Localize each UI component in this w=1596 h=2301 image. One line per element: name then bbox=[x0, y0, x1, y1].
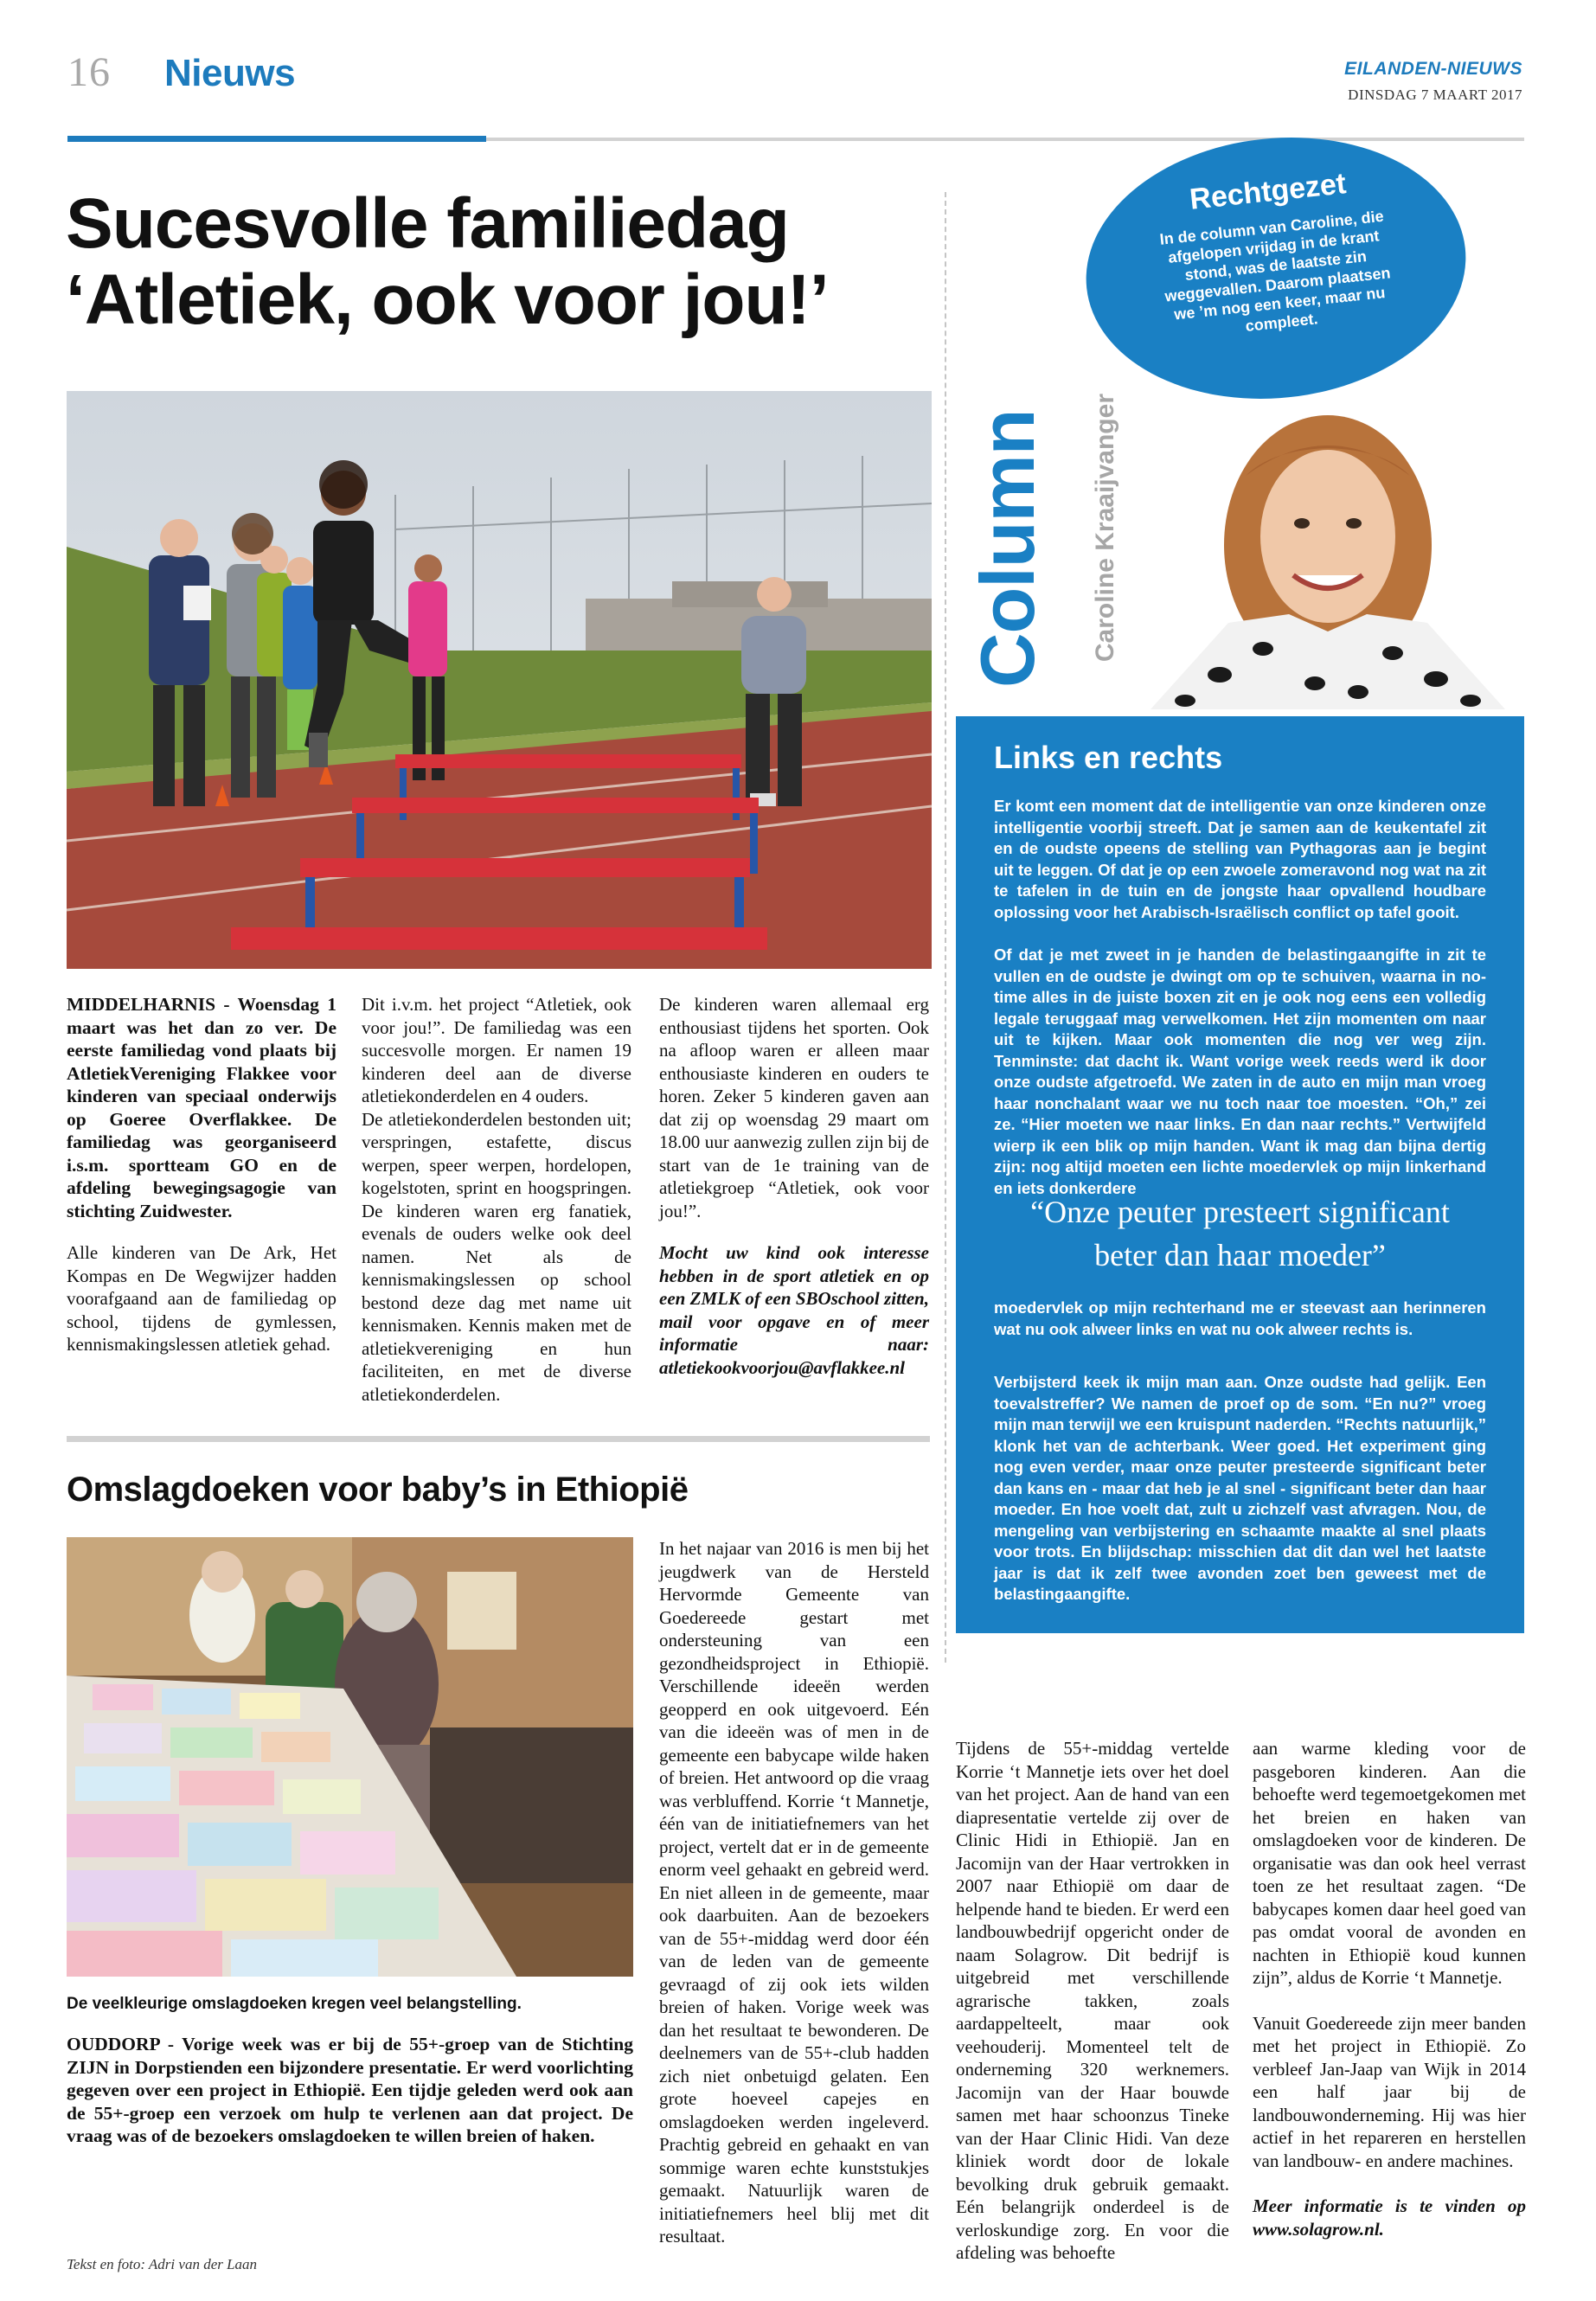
column-paragraph3: moedervlek op mijn rechterhand me er steevast aan herinneren wat nu ook alweer links en wat nu ook alweer rechts is. bbox=[994, 1298, 1486, 1338]
article1-headline bbox=[66, 186, 829, 338]
blankets-photo-illustration bbox=[67, 1537, 633, 1977]
article1-col1-paragraph: Alle kinderen van De Ark, Het Kompas en De Wegwijzer hadden voorafgaand aan de familiedag op school, tijdens de gymlessen, kennismakingslessen atletiek gehad. bbox=[67, 1242, 337, 1355]
header-rule-grey bbox=[486, 138, 1524, 141]
header-rule-blue bbox=[67, 136, 486, 142]
column-author: Caroline Kraaijvanger bbox=[1091, 394, 1119, 663]
article1-headline-line1: Sucesvolle familiedag bbox=[66, 184, 789, 263]
article2-col-right2 bbox=[1253, 1737, 1526, 2240]
column-pull-quote bbox=[973, 1190, 1507, 1277]
section-title: Nieuws bbox=[164, 52, 296, 94]
column-author-photo bbox=[1125, 407, 1522, 709]
column-paragraph4: Verbijsterd keek ik mijn man aan. Onze oudste had gelijk. Een toevalstreffer? We namen de proef op de som. “En nu?” vroeg mijn man terwijl we een kruispunt naderden. “Rechts natuurlijk,” klonk het van de achterbank. Weer goed. Het experiment ging nog even verder, maar onze peuter presteerde significant beter dan kans en - maar dat heb je al snel - significant beter dan haar moeder. En hoe voelt dat, zult u zichzelf vast afvragen. Nou, de mengeling van verbijstering en schaamte maakte al snel plaats voor trots. En blijdschap: misschien dat dit dan wel het laatste jaar is dat ik zelf twee avonden zoet ben geweest met de belastingaangifte. bbox=[994, 1373, 1486, 1603]
pull-quote-line1: “Onze peuter presteert significant bbox=[1030, 1195, 1450, 1229]
hurdles-photo-illustration bbox=[67, 391, 932, 969]
article1-contact-info: Mocht uw kind ook interesse hebben in de sport atletiek en op een ZMLK of een SBOschool zitten, mail voor opgave en of meer informatie naar: atletiekookvoorjou@avflakkee.nl bbox=[659, 1242, 929, 1378]
article2-lead: OUDDORP - Vorige week was er bij de 55+-groep van de Stichting ZIJN in Dorpstienden een bijzondere presentatie. Er werd voorlichting gegeven over een project in Ethiopië. Een tijdje geleden werd ook aan de 55+-groep een verzoek om hulp te verlenen aan dat project. De vraag was of de bezoekers omslagdoeken te willen breien of haken. bbox=[67, 2034, 633, 2146]
article1-headline-line2: ‘Atletiek, ook voor jou!’ bbox=[66, 260, 829, 339]
column-box bbox=[956, 716, 1524, 1633]
column-paragraph1: Er komt een moment dat de intelligentie van onze kinderen onze intelligentie voorbij streeft. Dat je samen aan de keukentafel zit en de oudste opeens de stelling van Pythagoras aan je begint uit te leggen. Of dat je op een zwoele zomeravond nog wat na zit te tafelen in de tuin en de jongste haar opvallend houdbare oplossing voor het Arabisch-Israëlisch conflict op tafel gooit. bbox=[994, 797, 1486, 921]
article2-col-right2-paragraph2: Vanuit Goedereede zijn meer banden met het project in Ethiopië. Zo verbleef Jan-Jaap van Wijk in 2014 een half jaar bij de landbouwonderneming. Hij was hier actief in het repareren en herstellen van landbouw- en andere machines. bbox=[1253, 2012, 1526, 2171]
column-label: Column bbox=[965, 409, 1050, 688]
article2-col-mid: In het najaar van 2016 is men bij het jeugdwerk van de Hersteld Hervormde Gemeente van Goedereede gestart met ondersteuning van een gezondheidsproject in Ethiopië. Verschillende ideeën werden geopperd en ook uitgevoerd. Eén van die ideeën was of men in de gemeente een babycape wilde haken of breien. Het antwoord op die vraag was verbluffend. Korrie ‘t Mannetje, één van de initiatiefnemers van het project, vertelt dat er in de gemeente enorm veel gehaakt en gebreid werd. En niet alleen in de gemeente, maar ook daarbuiten. Aan de bezoekers van de 55+-middag werd door één van de leden van de gemeente gevraagd of zij ook iets wilden breien of haken. Vorige week was dan het resultaat te bewonderen. De deelnemers van de 55+-club hadden zich niet onbetuigd gelaten. Een grote hoeveel capejes en omslagdoeken werden ingeleverd. Prachtig gebreid en gehaakt en van sommige waren echte kunststukjes gemaakt. Natuurlijk waren de initiatiefnemers heel blij met dit resultaat. bbox=[659, 1538, 929, 2247]
column-paragraph2: Of dat je met zweet in je handen de belastingaangifte in zit te vullen en de oudste je dwingt om op te schuiven, waarna in no-time alles in de juiste boxen zit en je ook nog eens een volledig legale teruggaaf mag verwelkomen. Het zijn momenten om naar uit te kijken. Maar ook momenten die nog ver weg zijn. Tenminste: dat dacht ik. Want vorige week reeds werd ik door onze oudste afgetroefd. We zaten in de auto en mijn man vroeg haar nonchalant waar we nu toch naar toe moesten. “Oh,” zei ze. “Hier moeten we naar links. En dan naar rechts.” Vertwijfeld wierp ik een blik op mijn handen. Want ik mag dan bijna dertig zijn: nog altijd moeten een lichte moedervlek op mijn linkerhand en iets donkerdere bbox=[994, 945, 1486, 1197]
article2-col-right2-paragraph: aan warme kleding voor de pasgeboren kinderen. Aan die behoefte werd tegemoetgekomen met het breien en haken van omslagdoeken voor de kinderen. De organisatie was dan ook heel verrast toen ze het resultaat zagen. “De babycapes komen daar heel goed van pas omdat vooral de avonden en nachten in Ethiopië koud kunnen zijn”, aldus de Korrie ‘t Mannetje. bbox=[1253, 1738, 1526, 1988]
pull-quote-line2: beter dan haar moeder” bbox=[1094, 1238, 1386, 1272]
article1-lead: MIDDELHARNIS - Woensdag 1 maart was het dan zo ver. De eerste familiedag vond plaats bij AtletiekVereniging Flakkee voor kinderen van speciaal onderwijs op Goeree Overflakkee. De familiedag was georganiseerd i.s.m. sportteam GO en de afdeling bewegingsagogie van stichting Zuidwester. bbox=[67, 994, 337, 1221]
column-divider bbox=[945, 192, 946, 1663]
article2-more-info: Meer informatie is te vinden op www.solagrow.nl. bbox=[1253, 2195, 1526, 2240]
article1-col2: Dit i.v.m. het project “Atletiek, ook voor jou!”. De familiedag was een succesvolle morgen. Er namen 19 kinderen deel aan de diverse atletiekonderdelen en 4 ouders. De atletiekonderdelen bestonden uit; verspringen, estafette, discus werpen, speer werpen, hordelopen, kogelstoten, sprint en hoogspringen. De kinderen waren erg fanatiek, evenals de ouders welke ook deel namen. Net als de kennismakingslessen op school bestond deze dag met name uit kennismaken. Kennis maken met de atletiekvereniging en hun faciliteiten, en met de diverse atletiekonderdelen. bbox=[362, 994, 631, 1405]
rechtgezet-badge bbox=[1074, 119, 1479, 417]
issue-date: DINSDAG 7 MAART 2017 bbox=[1348, 87, 1522, 103]
article1-col3 bbox=[659, 993, 929, 1379]
article2-credit: Tekst en foto: Adri van der Laan bbox=[67, 2256, 258, 2272]
rechtgezet-title: Rechtgezet bbox=[1188, 167, 1348, 216]
column-title: Links en rechts bbox=[994, 740, 1223, 775]
masthead-logo: EILANDEN-NIEUWS bbox=[1344, 59, 1522, 79]
author-portrait-illustration bbox=[1125, 407, 1522, 709]
article1-col3-paragraph: De kinderen waren allemaal erg enthousiast tijdens het sporten. Ook na afloop waren er alleen maar enthousiaste kinderen en ouders te horen. Zeker 5 kinderen gaven aan dat zij op woensdag 29 maart om 18.00 uur aanwezig zullen zijn bij de start van de 1e training van de atletiekgroep “Atletiek, ook voor jou!”. bbox=[659, 994, 929, 1221]
article1-col1 bbox=[67, 993, 337, 1356]
article2-photo-caption: De veelkleurige omslagdoeken kregen veel belangstelling. bbox=[67, 1995, 522, 2013]
article2-top-rule bbox=[67, 1436, 930, 1442]
article1-photo bbox=[67, 391, 932, 969]
article2-headline: Omslagdoeken voor baby’s in Ethiopië bbox=[67, 1471, 689, 1509]
rechtgezet-text: In de column van Caroline, die afgelopen vrijdag in de krant stond, was de laatste zin weggevallen. Daarom plaatsen we ’m nog een keer, maar nu compleet. bbox=[1158, 207, 1392, 335]
page-number: 16 bbox=[67, 49, 111, 95]
article2-photo bbox=[67, 1537, 633, 1977]
article2-col-right1: Tijdens de 55+-middag vertelde Korrie ‘t Mannetje iets over het doel van het project. Aan de hand van een diapresentatie vertelde zij over de Clinic Hidi in Ethiopië. Jan en Jacomijn van der Haar vertrokken in 2007 naar Ethiopië om daar de helpende hand te bieden. Er werd een landbouwbedrijf opgericht onder de naam Solagrow. Dit bedrijf is uitgebreid met verschillende agrarische takken, zoals aardappelteelt, maar ook veehouderij. Momenteel telt de onderneming 320 werknemers. Jacomijn van der Haar bouwde samen met haar schoonzus Tineke van der Haar Clinic Hidi. Van deze kliniek wordt door de lokale bevolking druk gebruik gemaakt. Eén belangrijk onderdeel is de verloskundige zorg. En voor die afdeling was behoefte bbox=[956, 1738, 1229, 2263]
